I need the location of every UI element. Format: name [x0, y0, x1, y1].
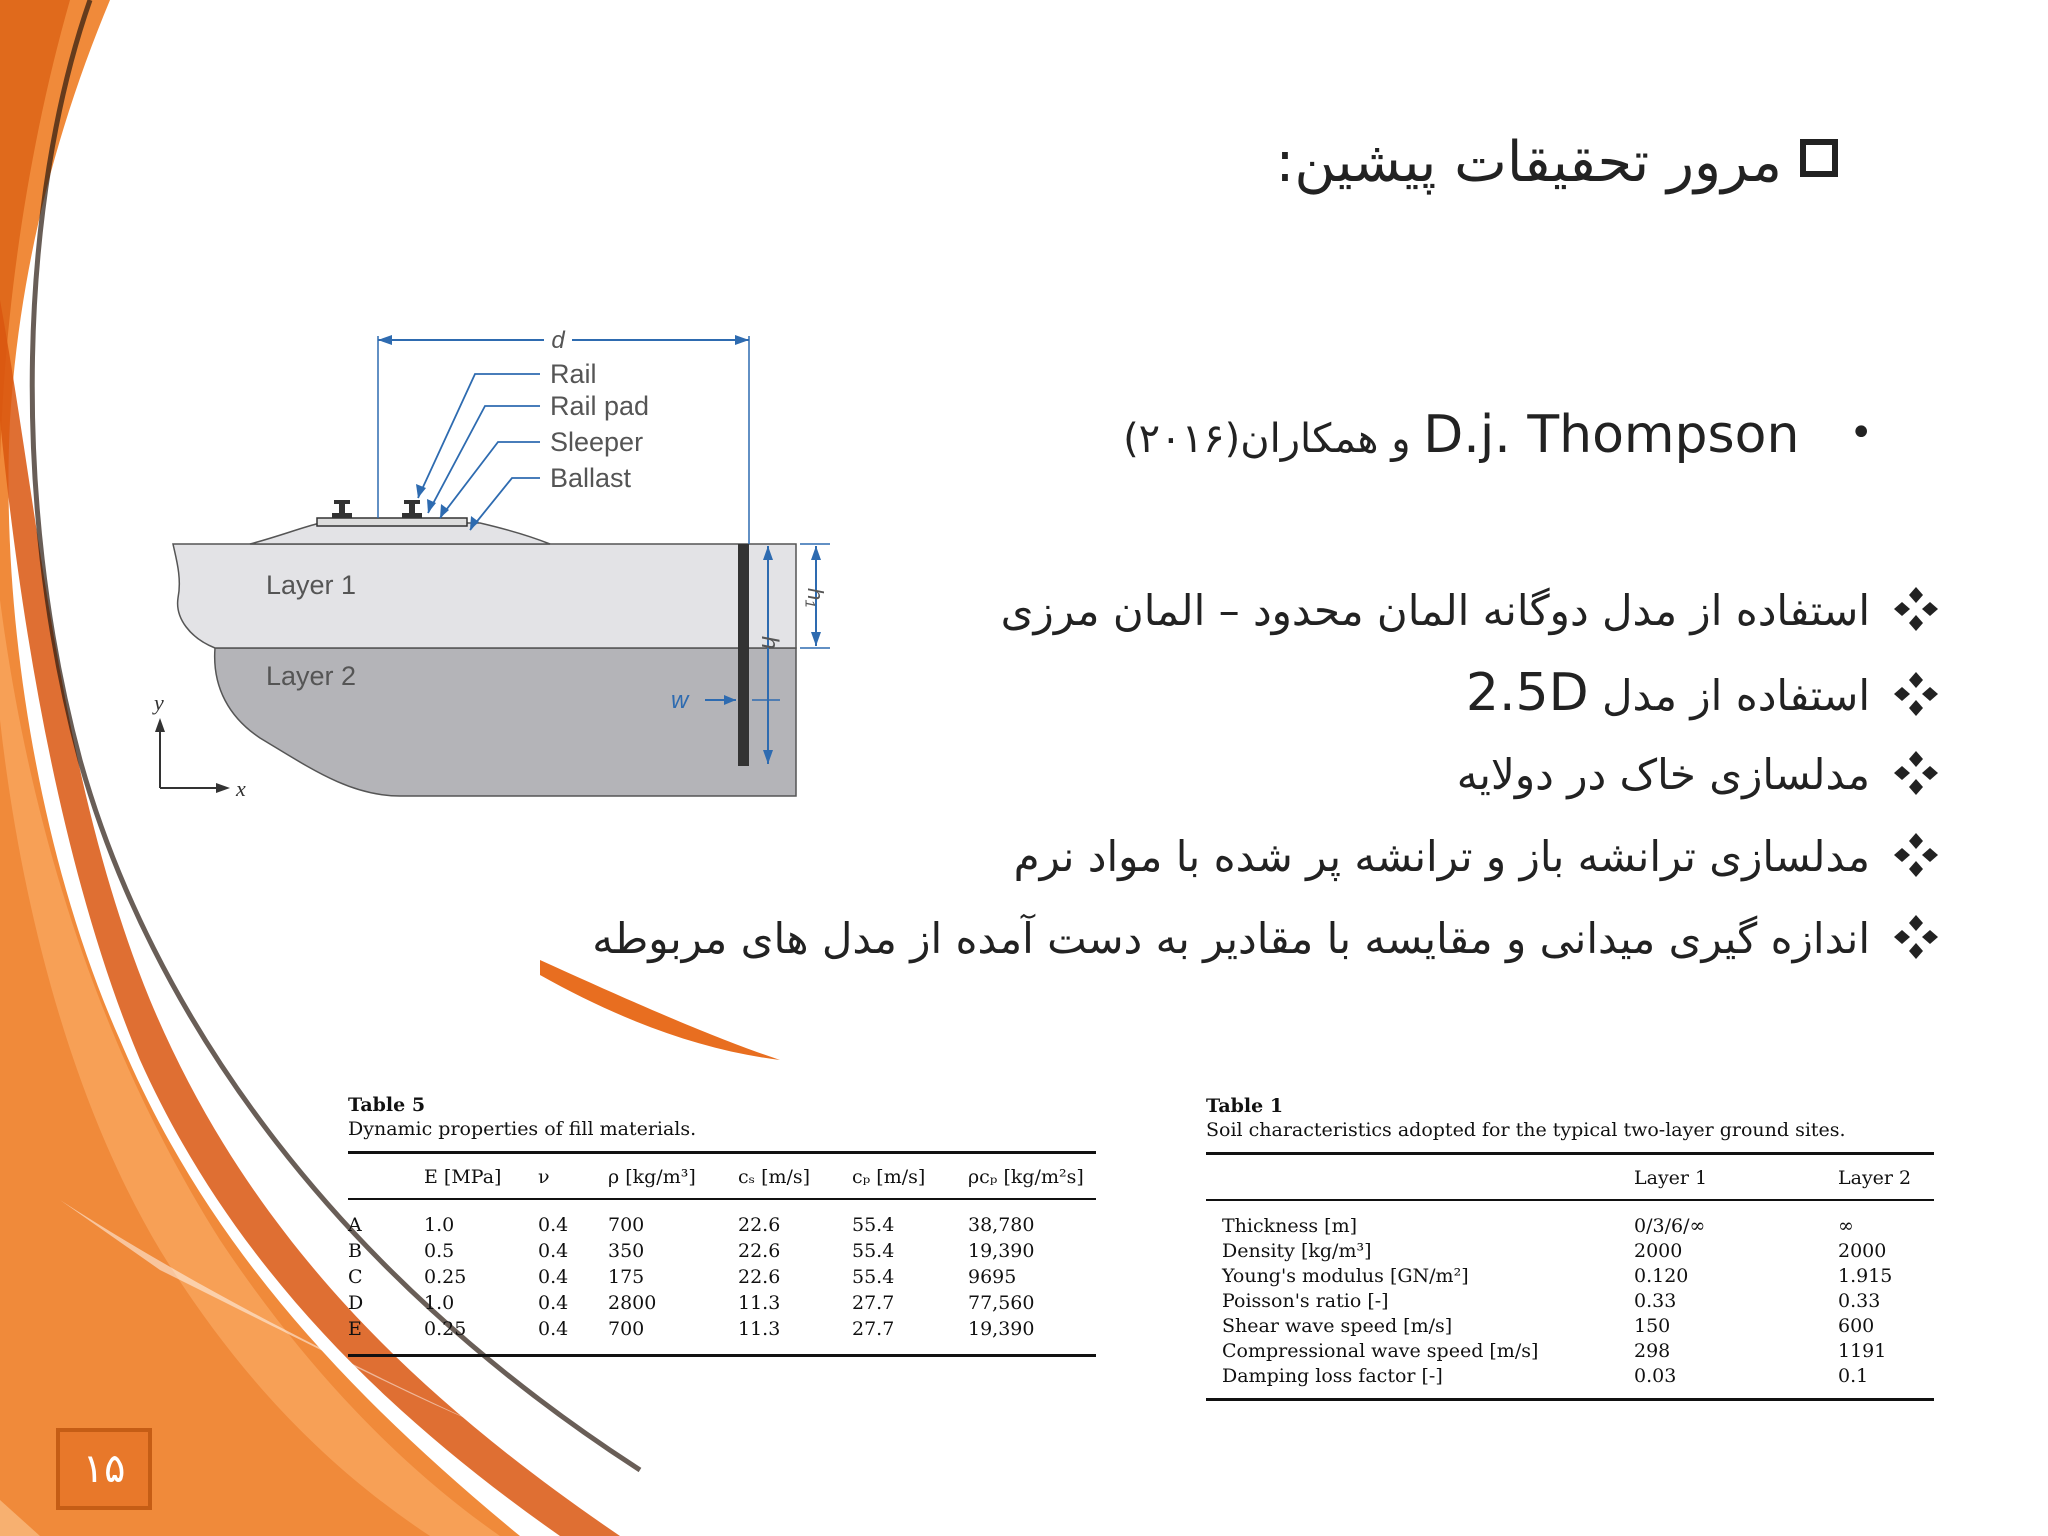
diamond-star-bullet-icon: [1892, 913, 1940, 961]
table-header: ρcₚ [kg/m²s]: [968, 1153, 1096, 1200]
bullet-text: مدلسازی ترانشه باز و ترانشه پر شده با مواد نرم: [1013, 832, 1870, 881]
author-suffix: و همکاران(۲۰۱۶): [1123, 416, 1424, 462]
table-row: [1206, 1338, 1934, 1363]
table-1: [1206, 1094, 1934, 1401]
table-cell: 0.25: [424, 1318, 467, 1340]
slide-title: [1276, 130, 1839, 195]
table-cell: 2000: [1634, 1239, 1683, 1262]
table-cell: 55.4: [852, 1240, 895, 1262]
table-cell: 0/3/6/∞: [1634, 1214, 1706, 1237]
table-header: [1206, 1154, 1634, 1201]
diamond-star-bullet-icon: [1892, 585, 1940, 633]
table1-label: Table 1: [1206, 1095, 1284, 1117]
label-layer2: Layer 2: [266, 661, 357, 691]
bullet-text-en: 2.5D: [1465, 663, 1589, 723]
bullet-text: مدلسازی خاک در دولایه: [1456, 750, 1870, 799]
trench-wall: [738, 544, 749, 766]
bullet-text: استفاده از مدل دوگانه المان محدود – المان مرزی: [1000, 586, 1870, 635]
table-row: [348, 1290, 1096, 1316]
table-cell: Thickness [m]: [1222, 1214, 1358, 1237]
table-cell: 600: [1838, 1314, 1875, 1337]
table-cell: 22.6: [738, 1240, 781, 1262]
table-cell: 0.1: [1838, 1364, 1869, 1387]
axis-x-label: x: [236, 776, 246, 801]
label-ballast: Ballast: [550, 463, 632, 493]
table-cell: 0.4: [538, 1266, 569, 1288]
table-cell: Density [kg/m³]: [1222, 1239, 1372, 1262]
table-cell: 11.3: [738, 1292, 781, 1314]
table-header: E [MPa]: [424, 1153, 538, 1200]
bullet-text: استفاده از مدل: [1588, 671, 1870, 720]
diamond-star-bullet-icon: [1892, 670, 1940, 718]
table-cell: 0.4: [538, 1292, 569, 1314]
table-cell: 0.4: [538, 1240, 569, 1262]
diamond-star-bullet-icon: [1892, 749, 1940, 797]
table-cell: 1.0: [424, 1214, 455, 1236]
table-cell: 150: [1634, 1314, 1671, 1337]
table-cell: B: [348, 1240, 362, 1262]
table-cell: 175: [608, 1266, 645, 1288]
table-row: [1206, 1363, 1934, 1400]
table-cell: D: [348, 1292, 364, 1314]
table-cell: 9695: [968, 1266, 1017, 1288]
table-cell: 2800: [608, 1292, 657, 1314]
table-header: [348, 1153, 424, 1200]
table-cell: 77,560: [968, 1292, 1035, 1314]
table-cell: 2000: [1838, 1239, 1887, 1262]
table-cell: 0.5: [424, 1240, 455, 1262]
table-row: [348, 1316, 1096, 1356]
dim-w-label: w: [671, 687, 689, 714]
table-cell: E: [348, 1318, 362, 1340]
table-row: [1206, 1238, 1934, 1263]
table-5: [348, 1093, 1096, 1357]
table-cell: 22.6: [738, 1266, 781, 1288]
table-cell: 1.915: [1838, 1264, 1893, 1287]
list-item: [592, 903, 1940, 985]
slide-title-text: مرور تحقیقات پیشین:: [1275, 130, 1782, 195]
table-cell: 55.4: [852, 1214, 895, 1236]
table-cell: 55.4: [852, 1266, 895, 1288]
table-cell: Compressional wave speed [m/s]: [1222, 1339, 1539, 1362]
table-cell: 0.4: [538, 1214, 569, 1236]
table1-caption: Soil characteristics adopted for the typical two-layer ground sites.: [1206, 1119, 1846, 1141]
table5-label: Table 5: [348, 1094, 426, 1116]
table-cell: Young's modulus [GN/m²]: [1222, 1264, 1469, 1287]
table-cell: Shear wave speed [m/s]: [1222, 1314, 1453, 1337]
sleeper-shape: [317, 518, 467, 526]
table-header-row: [1206, 1154, 1934, 1201]
table1-grid: [1206, 1152, 1934, 1401]
checkbox-bullet-icon: [1800, 139, 1838, 177]
author-name: D.j. Thompson: [1423, 405, 1800, 465]
author-line: [1123, 405, 1873, 465]
table-cell: ∞: [1838, 1214, 1854, 1237]
label-sleeper: Sleeper: [550, 427, 644, 457]
table-row: [1206, 1263, 1934, 1288]
table-header: cₛ [m/s]: [738, 1153, 852, 1200]
table-cell: 19,390: [968, 1240, 1035, 1262]
table-cell: 27.7: [852, 1318, 895, 1340]
axis-y-label: y: [154, 690, 164, 715]
label-rail-pad: Rail pad: [550, 391, 650, 421]
table-cell: 350: [608, 1240, 645, 1262]
table-header: Layer 1: [1634, 1154, 1838, 1201]
bullet-dot-icon: •: [1849, 410, 1873, 456]
table-row: [348, 1238, 1096, 1264]
dim-h-label: h: [756, 636, 783, 650]
table-cell: 700: [608, 1214, 645, 1236]
label-rail: Rail: [550, 359, 597, 389]
table-cell: 298: [1634, 1339, 1671, 1362]
table-row: [348, 1264, 1096, 1290]
table-cell: 19,390: [968, 1318, 1035, 1340]
table-header: Layer 2: [1838, 1154, 1934, 1201]
table5-caption: Dynamic properties of fill materials.: [348, 1118, 697, 1140]
dim-d-label: d: [551, 327, 565, 354]
table5-grid: [348, 1151, 1096, 1357]
list-item: [592, 821, 1940, 903]
table-cell: 0.25: [424, 1266, 467, 1288]
table-cell: 1191: [1838, 1339, 1887, 1362]
table-cell: 11.3: [738, 1318, 781, 1340]
table-cell: 0.33: [1838, 1289, 1881, 1312]
table-header-row: [348, 1153, 1096, 1200]
table-cell: 0.4: [538, 1318, 569, 1340]
bullet-text: اندازه گیری میدانی و مقایسه با مقادیر به دست آمده از مدل های مربوطه: [592, 914, 1870, 963]
table-cell: A: [348, 1214, 362, 1236]
rail-shapes: [332, 500, 422, 518]
table-row: [348, 1199, 1096, 1238]
table-cell: 22.6: [738, 1214, 781, 1236]
table-cell: 700: [608, 1318, 645, 1340]
label-layer1: Layer 1: [266, 570, 357, 600]
table-cell: 0.120: [1634, 1264, 1689, 1287]
table-header: ρ [kg/m³]: [608, 1153, 738, 1200]
table-cell: Poisson's ratio [-]: [1222, 1289, 1389, 1312]
table-cell: C: [348, 1266, 363, 1288]
table-row: [1206, 1200, 1934, 1238]
table-cell: 0.33: [1634, 1289, 1677, 1312]
page-number: ۱۵: [82, 1446, 126, 1492]
dim-h1-label: h₁: [803, 588, 828, 608]
table-cell: 1.0: [424, 1292, 455, 1314]
diamond-star-bullet-icon: [1892, 831, 1940, 879]
page-number-badge: [56, 1428, 152, 1510]
table-row: [1206, 1288, 1934, 1313]
table-header: ν: [538, 1153, 608, 1200]
table-cell: 38,780: [968, 1214, 1035, 1236]
table-cell: 0.03: [1634, 1364, 1677, 1387]
track-soil-diagram: [140, 318, 850, 818]
table-cell: Damping loss factor [-]: [1222, 1364, 1443, 1387]
table-header: cₚ [m/s]: [852, 1153, 968, 1200]
table-cell: 27.7: [852, 1292, 895, 1314]
table-row: [1206, 1313, 1934, 1338]
